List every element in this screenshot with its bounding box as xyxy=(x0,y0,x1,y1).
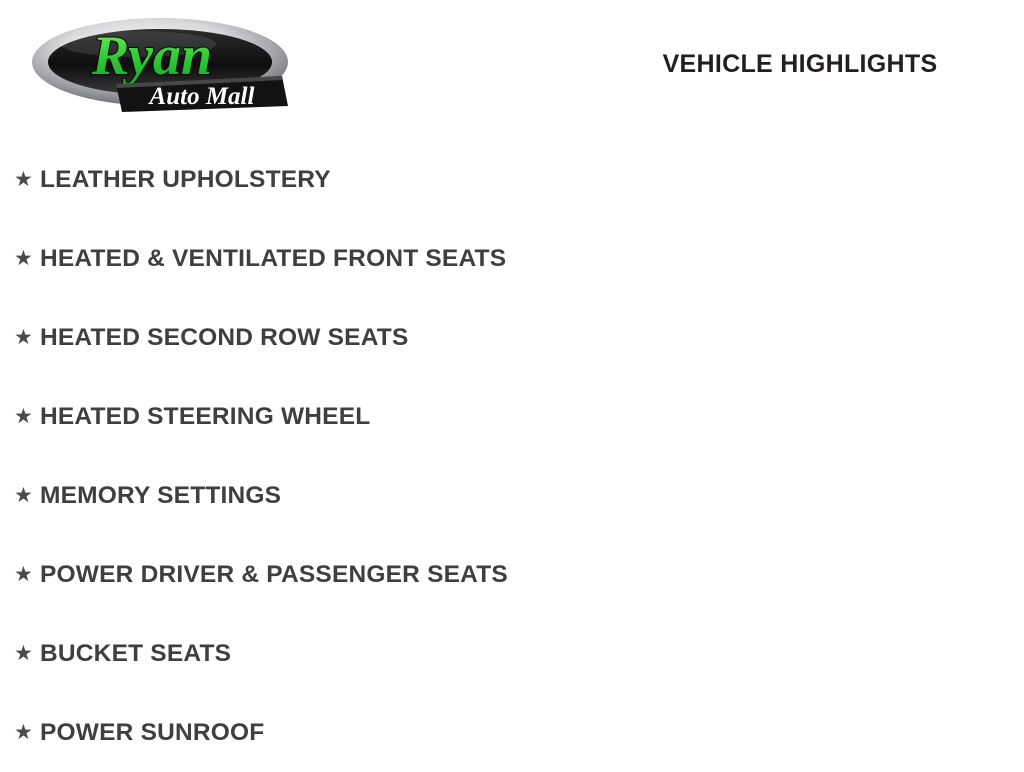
highlight-label: HEATED & VENTILATED FRONT SEATS xyxy=(40,244,507,272)
highlight-label: HEATED STEERING WHEEL xyxy=(40,402,371,430)
star-icon: ★ xyxy=(14,721,33,744)
star-icon: ★ xyxy=(14,326,33,349)
list-item xyxy=(0,456,1024,535)
highlight-label: LEATHER UPHOLSTERY xyxy=(40,165,331,193)
vehicle-highlights-list xyxy=(0,140,1024,772)
star-icon: ★ xyxy=(14,642,33,665)
star-icon: ★ xyxy=(14,405,33,428)
list-item xyxy=(0,377,1024,456)
list-item xyxy=(0,693,1024,772)
list-item xyxy=(0,535,1024,614)
highlight-label: BUCKET SEATS xyxy=(40,639,232,667)
highlight-label: MEMORY SETTINGS xyxy=(40,481,282,509)
star-icon: ★ xyxy=(14,484,33,507)
highlight-label: HEATED SECOND ROW SEATS xyxy=(40,323,409,351)
star-icon: ★ xyxy=(14,563,33,586)
ryan-auto-mall-logo xyxy=(20,10,300,122)
star-icon: ★ xyxy=(14,168,33,191)
svg-text:Auto Mall: Auto Mall xyxy=(149,83,255,110)
list-item xyxy=(0,140,1024,219)
list-item xyxy=(0,298,1024,377)
page-header xyxy=(0,0,1024,130)
list-item xyxy=(0,614,1024,693)
svg-text:Ryan: Ryan xyxy=(91,25,213,87)
highlight-label: POWER SUNROOF xyxy=(40,718,265,746)
page-title: VEHICLE HIGHLIGHTS xyxy=(662,50,938,78)
list-item xyxy=(0,219,1024,298)
highlight-label: POWER DRIVER & PASSENGER SEATS xyxy=(40,560,508,588)
star-icon: ★ xyxy=(14,247,33,270)
